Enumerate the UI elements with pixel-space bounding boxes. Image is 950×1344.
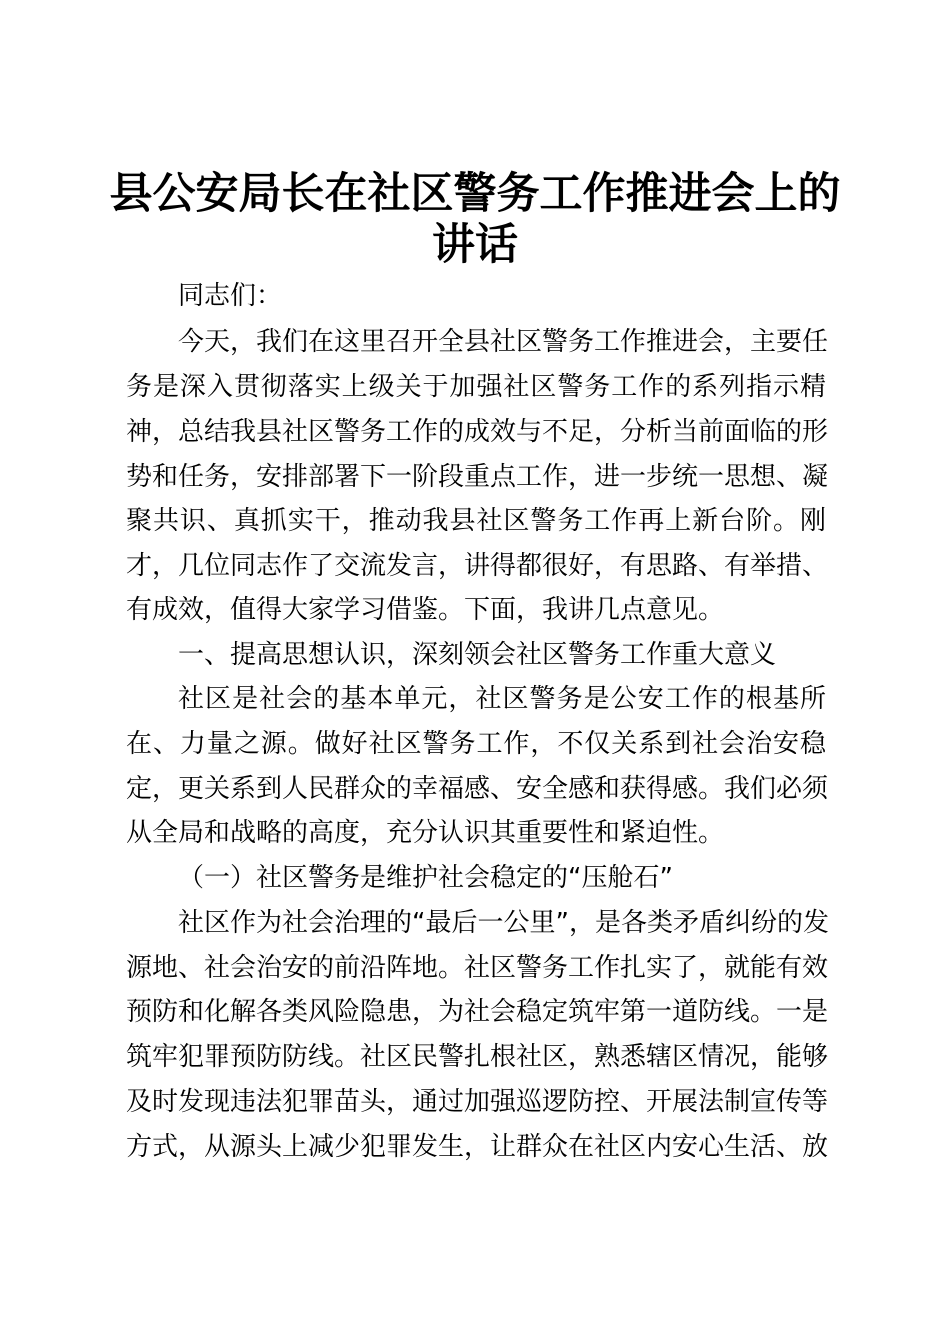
body-line: 在、力量之源。做好社区警务工作，不仅关系到社会治安稳 bbox=[126, 729, 826, 759]
salutation: 同志们： bbox=[178, 281, 283, 311]
body-line: 定，更关系到人民群众的幸福感、安全感和获得感。我们必须 bbox=[126, 774, 829, 804]
document-title-line-1: 县公安局长在社区警务工作推进会上的 bbox=[109, 169, 841, 219]
body-line: 聚共识、真抓实干，推动我县社区警务工作再上新台阶。刚 bbox=[126, 506, 826, 536]
body-line: 从全局和战略的高度，充分认识其重要性和紧迫性。 bbox=[126, 818, 725, 848]
body-line: 源地、社会治安的前沿阵地。社区警务工作扎实了，就能有效 bbox=[126, 953, 829, 983]
body-line: 有成效，值得大家学习借鉴。下面，我讲几点意见。 bbox=[126, 595, 725, 625]
subsection-heading: （一）社区警务是维护社会稳定的“压舱石” bbox=[178, 863, 673, 893]
body-line: 势和任务，安排部署下一阶段重点工作，进一步统一思想、凝 bbox=[126, 462, 829, 492]
body-line: 才，几位同志作了交流发言，讲得都很好，有思路、有举措、 bbox=[126, 551, 829, 581]
body-line: 社区作为社会治理的“最后一公里”，是各类矛盾纠纷的发 bbox=[178, 908, 829, 938]
body-line: 神，总结我县社区警务工作的成效与不足，分析当前面临的形 bbox=[126, 417, 829, 447]
body-line: 今天，我们在这里召开全县社区警务工作推进会，主要任 bbox=[178, 327, 829, 357]
section-heading: 一、提高思想认识，深刻领会社区警务工作重大意义 bbox=[178, 640, 777, 670]
body-line: 预防和化解各类风险隐患，为社会稳定筑牢第一道防线。一是 bbox=[126, 997, 829, 1027]
body-line: 及时发现违法犯罪苗头，通过加强巡逻防控、开展法制宣传等 bbox=[126, 1087, 829, 1117]
document-title-line-2: 讲话 bbox=[432, 220, 518, 270]
body-line: 社区是社会的基本单元，社区警务是公安工作的根基所 bbox=[178, 684, 826, 714]
body-line: 筑牢犯罪预防防线。社区民警扎根社区，熟悉辖区情况，能够 bbox=[126, 1042, 829, 1072]
body-line: 方式，从源头上减少犯罪发生，让群众在社区内安心生活、放 bbox=[126, 1132, 829, 1162]
body-line: 务是深入贯彻落实上级关于加强社区警务工作的系列指示精 bbox=[126, 372, 826, 402]
